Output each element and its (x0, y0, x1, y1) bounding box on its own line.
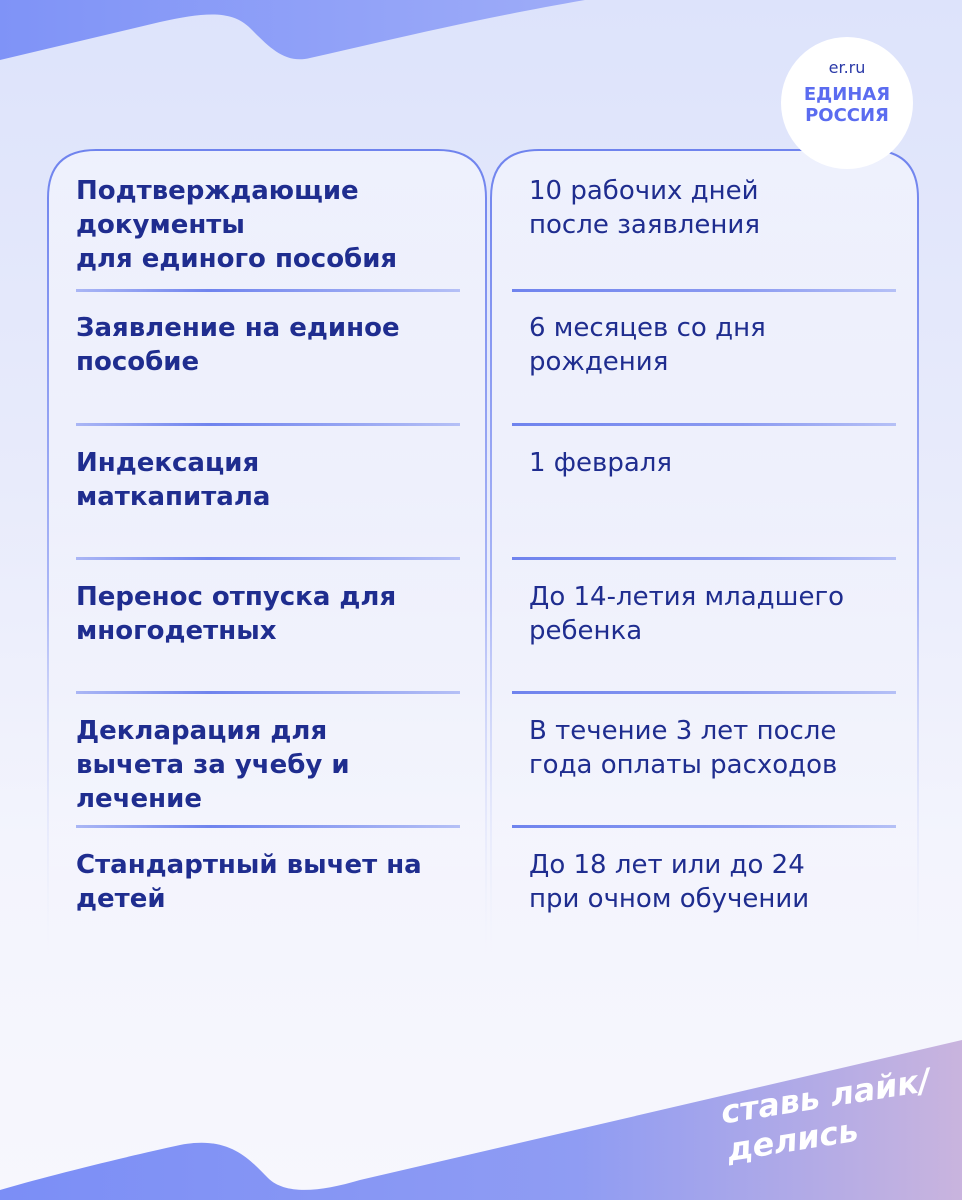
row-4-label: Перенос отпуска для многодетных (76, 582, 397, 646)
row-5-label: Декларация для вычета за учебу и лечение (76, 716, 350, 814)
row-divider (76, 691, 460, 694)
row-divider (512, 557, 896, 560)
logo-name: ЕДИНАЯ РОССИЯ (803, 84, 891, 126)
row-divider (512, 423, 896, 426)
row-6-value: До 18 лет или до 24 при очном обучении (529, 850, 810, 914)
row-4-value: До 14-летия младшего ребенка (529, 582, 845, 646)
row-divider (76, 557, 460, 560)
row-1-value: 10 рабочих дней после заявления (529, 176, 760, 240)
logo-url: er.ru (828, 58, 866, 77)
row-divider (512, 825, 896, 828)
row-3-value: 1 февраля (529, 448, 673, 478)
row-divider (512, 691, 896, 694)
row-5-value: В течение 3 лет после года оплаты расходов (529, 716, 838, 780)
like-share-call-to-action: ставь лайк/ делись (718, 1060, 933, 1170)
row-divider (512, 289, 896, 292)
row-3-label: Индексация маткапитала (76, 448, 271, 512)
row-divider (76, 289, 460, 292)
row-2-label: Заявление на единое пособие (76, 313, 400, 377)
row-divider (76, 423, 460, 426)
row-2-value: 6 месяцев со дня рождения (529, 313, 766, 377)
row-6-label: Стандартный вычет на детей (76, 850, 422, 914)
row-divider (76, 825, 460, 828)
row-1-label: Подтверждающие документы для единого пособия (76, 176, 398, 274)
